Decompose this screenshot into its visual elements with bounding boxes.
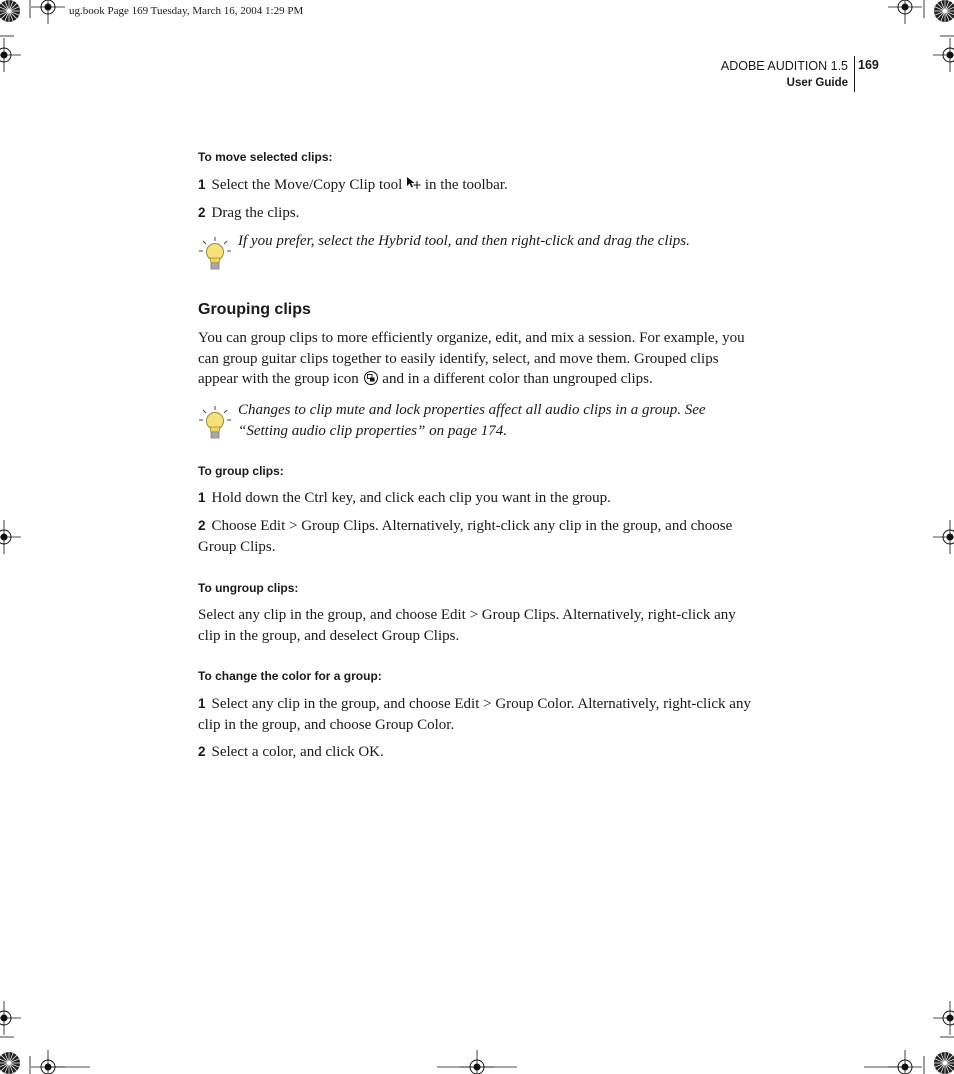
step-number: 2: [198, 744, 206, 759]
lightbulb-tip-icon: [198, 236, 232, 272]
move-step-1: [198, 175, 754, 196]
header-divider: [854, 56, 855, 92]
print-slug: ug.book Page 169 Tuesday, March 16, 2004 1:29 PM: [69, 5, 304, 17]
step-number: 2: [198, 518, 206, 533]
step-text: Drag the clips.: [211, 205, 300, 221]
procedure-heading-move: To move selected clips:: [198, 150, 333, 164]
crosshair-mark-right-upper: [933, 38, 954, 72]
guide-name: User Guide: [786, 77, 848, 89]
step-text: Select a color, and click OK.: [211, 744, 384, 760]
step-text: Select any clip in the group, and choose Edit > Group Color. Alternatively, right-click any clip in the group, and choose Group Color.: [198, 696, 751, 733]
group-step-1: [198, 488, 754, 509]
crosshair-mark-bottom-left: [31, 1050, 65, 1074]
step-text: in the toolbar.: [424, 177, 508, 193]
step-number: 1: [198, 490, 206, 505]
running-header: [721, 58, 848, 92]
color-step-1: [198, 694, 754, 735]
group-step-2: [198, 516, 754, 557]
grouping-intro-paragraph: [198, 328, 754, 390]
crosshair-mark-left-lower: [0, 1001, 21, 1035]
paragraph-text: You can group clips to more efficiently organize, edit, and mix a session. For example, you can group guitar clips together to easily identify, select, and move them. Grouped clips appear with the group icon: [198, 330, 745, 387]
tip-hybrid-tool: If you prefer, select the Hybrid tool, and then right-click and drag the clips.: [238, 233, 690, 249]
crosshair-mark-bottom-right: [888, 1050, 922, 1074]
procedure-heading-ungroup: To ungroup clips:: [198, 581, 299, 595]
starburst-mark-bottom-left: [0, 1052, 20, 1074]
step-text: Hold down the Ctrl key, and click each clip you want in the group.: [211, 490, 611, 506]
starburst-mark-bottom-right: [934, 1052, 954, 1074]
step-number: 1: [198, 177, 206, 192]
crosshair-mark-right-lower: [933, 1001, 954, 1035]
procedure-heading-color: To change the color for a group:: [198, 669, 382, 683]
step-text: Choose Edit > Group Clips. Alternatively, right-click any clip in the group, and choose Group Clips.: [198, 518, 733, 555]
starburst-mark-top-left: [0, 0, 20, 22]
crosshair-mark-bottom-middle: [460, 1050, 494, 1074]
step-number: 1: [198, 696, 206, 711]
crosshair-mark-top-left: [31, 0, 65, 24]
starburst-mark-top-right: [934, 0, 954, 22]
move-copy-clip-tool-icon: [406, 176, 421, 190]
tip-clip-properties: Changes to clip mute and lock properties affect all audio clips in a group. See “Setting audio clip properties” on page 174.: [238, 402, 706, 439]
step-number: 2: [198, 205, 206, 220]
step-text: Select the Move/Copy Clip tool: [211, 177, 403, 193]
ungroup-instructions: Select any clip in the group, and choose Edit > Group Clips. Alternatively, right-click any clip in the group, and deselect Group Clips.: [198, 607, 736, 644]
procedure-heading-group: To group clips:: [198, 464, 284, 478]
lightbulb-tip-icon: [198, 405, 232, 441]
product-name: ADOBE AUDITION 1.5: [720, 59, 848, 73]
crosshair-mark-left-middle: [0, 520, 21, 554]
crosshair-mark-right-middle: [933, 520, 954, 554]
crosshair-mark-top-right: [888, 0, 922, 24]
section-title-grouping-clips: Grouping clips: [198, 301, 311, 318]
page-number: 169: [858, 58, 879, 72]
paragraph-text: and in a different color than ungrouped clips.: [382, 371, 653, 387]
crosshair-mark-left-upper: [0, 38, 21, 72]
color-step-2: [198, 742, 754, 763]
group-icon: [363, 370, 379, 386]
move-step-2: [198, 203, 754, 224]
